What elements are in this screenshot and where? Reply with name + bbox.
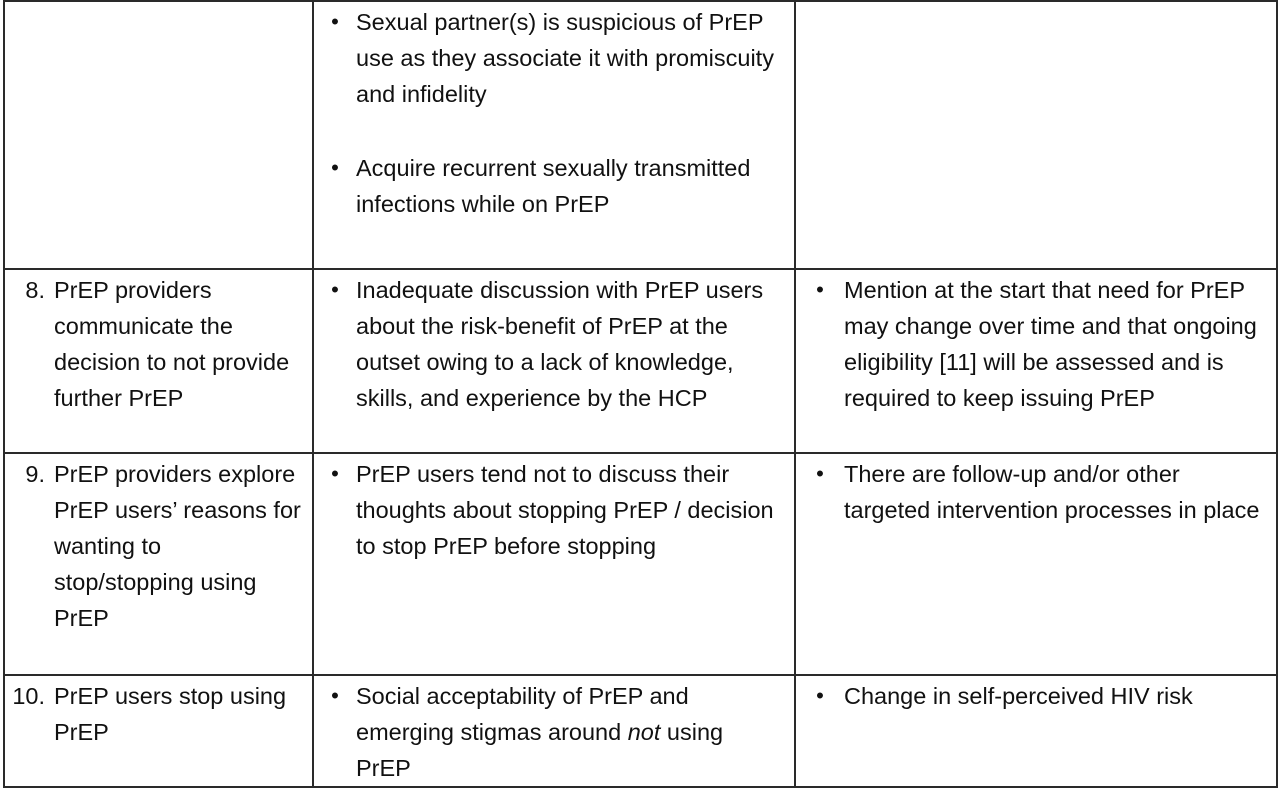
stage-cell bbox=[4, 675, 313, 787]
stage-text: PrEP providers communicate the decision to not provide further PrEP bbox=[54, 277, 290, 411]
bullet-icon: • bbox=[331, 277, 339, 302]
row-number: 10. bbox=[12, 683, 45, 709]
bullet-icon: • bbox=[816, 683, 824, 708]
bullet-icon: • bbox=[331, 461, 339, 486]
stage-text: PrEP users stop using PrEP bbox=[54, 683, 287, 745]
facilitator-text: Mention at the start that need for PrEP may change over time and that ongoing eligibility [11] will be assessed and is required to keep issuing PrEP bbox=[844, 277, 1257, 411]
barriers-cell bbox=[313, 675, 795, 787]
bullet-icon: • bbox=[331, 9, 339, 34]
barrier-text-post: using PrEP bbox=[356, 719, 724, 781]
stage-cell bbox=[4, 453, 313, 675]
row-number: 8. bbox=[25, 277, 45, 303]
barriers-cell bbox=[313, 453, 795, 675]
facilitators-cell bbox=[795, 453, 1277, 675]
stage-cell bbox=[4, 1, 313, 269]
facilitators-cell bbox=[795, 269, 1277, 453]
list-item bbox=[314, 2, 794, 112]
bullet-icon: • bbox=[331, 155, 339, 180]
stage-text: PrEP providers explore PrEP users’ reasons for wanting to stop/stopping using PrEP bbox=[54, 461, 301, 631]
facilitator-text: Change in self-perceived HIV risk bbox=[844, 683, 1193, 709]
list-item bbox=[796, 454, 1276, 528]
barrier-text-emphasis: not bbox=[627, 719, 661, 745]
bullet-icon: • bbox=[816, 277, 824, 302]
table-row bbox=[4, 269, 1277, 453]
barrier-text-pre: Social acceptability of PrEP and emerging stigmas around bbox=[356, 683, 689, 745]
barrier-text: Inadequate discussion with PrEP users about the risk-benefit of PrEP at the outset owing to a lack of knowledge, skills, and experience by the HCP bbox=[356, 277, 764, 411]
row-number: 9. bbox=[25, 461, 45, 487]
facilitator-text: There are follow-up and/or other targeted intervention processes in place bbox=[844, 461, 1260, 523]
barriers-cell bbox=[313, 1, 795, 269]
list-item bbox=[314, 676, 794, 786]
bullet-icon: • bbox=[816, 461, 824, 486]
list-item bbox=[314, 454, 794, 564]
barriers-facilitators-table bbox=[3, 0, 1278, 788]
facilitators-cell bbox=[795, 1, 1277, 269]
table-row bbox=[4, 675, 1277, 787]
list-item bbox=[314, 148, 794, 222]
list-item bbox=[314, 270, 794, 416]
list-item bbox=[796, 270, 1276, 416]
barrier-text: Acquire recurrent sexually transmitted infections while on PrEP bbox=[356, 155, 751, 217]
bullet-icon: • bbox=[331, 683, 339, 708]
facilitators-cell bbox=[795, 675, 1277, 787]
barrier-text: Sexual partner(s) is suspicious of PrEP use as they associate it with promiscuity and infidelity bbox=[356, 9, 774, 107]
stage-cell bbox=[4, 269, 313, 453]
barrier-text: PrEP users tend not to discuss their thoughts about stopping PrEP / decision to stop PrEP before stopping bbox=[356, 461, 774, 559]
table-row bbox=[4, 1, 1277, 269]
barriers-cell bbox=[313, 269, 795, 453]
table-row bbox=[4, 453, 1277, 675]
barrier-text bbox=[356, 678, 794, 786]
list-item bbox=[796, 676, 1276, 714]
